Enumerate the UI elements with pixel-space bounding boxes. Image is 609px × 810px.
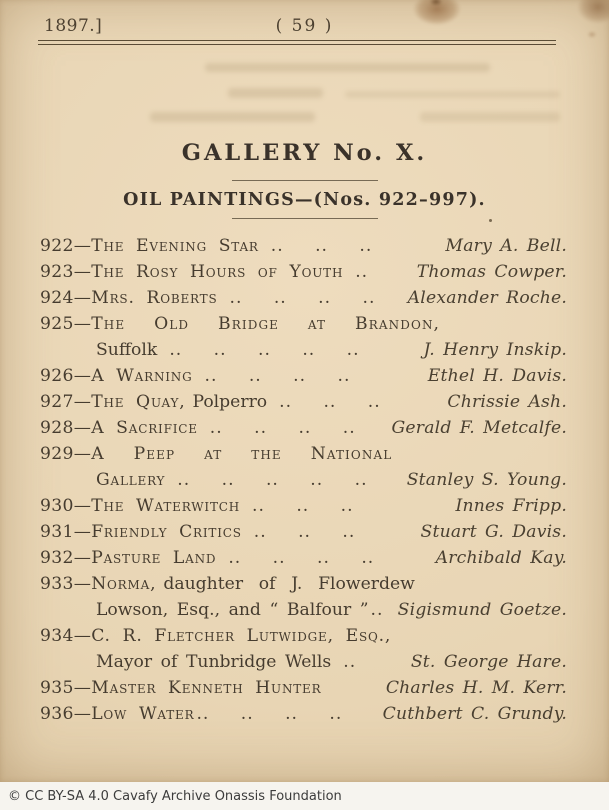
dot-leader: .. .. .. .. xyxy=(209,418,356,438)
entry-number: 928— xyxy=(40,418,92,438)
year-label: 1897.] xyxy=(44,16,103,36)
entry-title-continued: Lowson, Esq., and “ Balfour ” xyxy=(96,600,369,620)
entry-title-continued: Suffolk xyxy=(96,340,158,360)
dot-leader: .. xyxy=(355,262,369,282)
entry-number: 931— xyxy=(40,522,92,542)
double-rule xyxy=(38,40,556,45)
entry-title-continued: Gallery xyxy=(96,470,166,490)
artist-name: Charles H. M. Kerr. xyxy=(385,678,567,698)
entry-number: 934— xyxy=(40,626,92,646)
entry-929-line-1 xyxy=(0,441,609,467)
ink-speck xyxy=(489,219,492,222)
entry-number: 925— xyxy=(40,314,92,334)
entry-title: A Warning xyxy=(91,366,193,386)
dot-leader: .. .. .. xyxy=(252,496,354,516)
entry-number: 926— xyxy=(40,366,92,386)
entry-936 xyxy=(0,701,609,727)
dot-leader: .. .. .. xyxy=(253,522,356,542)
dot-leader: .. .. .. .. xyxy=(229,288,376,308)
section-subtitle: OIL PAINTINGS—(Nos. 922–997). xyxy=(123,190,486,210)
artist-name: Mary A. Bell. xyxy=(445,236,567,256)
entry-title: The Quay, xyxy=(91,392,186,412)
entry-title: Friendly Critics xyxy=(91,522,242,542)
artist-name: Stanley S. Young. xyxy=(406,470,567,490)
entry-number: 927— xyxy=(40,392,92,412)
entry-933-line-2 xyxy=(0,597,609,623)
entry-title: Pasture Land xyxy=(91,548,217,568)
entry-933-line-1 xyxy=(0,571,609,597)
entry-931 xyxy=(0,519,609,545)
artist-name: Chrissie Ash. xyxy=(447,392,567,412)
entry-title: Mrs. Roberts xyxy=(91,288,218,308)
entry-924 xyxy=(0,285,609,311)
artist-name: Alexander Roche. xyxy=(407,288,567,308)
entry-title: Master Kenneth Hunter xyxy=(91,678,322,698)
entry-title: The Waterwitch xyxy=(91,496,240,516)
entry-number: 935— xyxy=(40,678,92,698)
entry-934-line-2 xyxy=(0,649,609,675)
dot-leader: .. xyxy=(370,600,384,620)
artist-name: St. George Hare. xyxy=(410,652,567,672)
dot-leader: .. .. .. .. xyxy=(228,548,375,568)
entry-number: 933— xyxy=(40,574,92,594)
entry-934-line-1 xyxy=(0,623,609,649)
entry-title: A Sacrifice xyxy=(91,418,198,438)
entry-930 xyxy=(0,493,609,519)
entry-number: 932— xyxy=(40,548,92,568)
entry-932 xyxy=(0,545,609,571)
artist-name: Gerald F. Metcalfe. xyxy=(391,418,567,438)
artist-name: Sigismund Goetze. xyxy=(397,600,567,620)
bleed-through-ghost xyxy=(345,91,560,98)
entry-923 xyxy=(0,259,609,285)
entry-926 xyxy=(0,363,609,389)
paper-stain xyxy=(428,0,444,7)
entry-number: 923— xyxy=(40,262,92,282)
page-number: ( 59 ) xyxy=(275,16,334,36)
entry-title: The Old Bridge at Brandon, xyxy=(91,314,441,334)
artist-name: J. Henry Inskip. xyxy=(423,340,567,360)
entry-title-plain: daughter of J. Flowerdew xyxy=(163,574,415,594)
entry-935 xyxy=(0,675,609,701)
subtitle-rule xyxy=(232,218,378,219)
artist-name: Innes Fripp. xyxy=(455,496,567,516)
entry-922 xyxy=(0,233,609,259)
title-rule xyxy=(232,180,378,181)
entry-number: 929— xyxy=(40,444,92,464)
entry-title-continued: Mayor of Tunbridge Wells xyxy=(96,652,332,672)
artist-name: Archibald Kay. xyxy=(435,548,567,568)
artist-name: Thomas Cowper. xyxy=(416,262,567,282)
entry-title: C. R. Fletcher Lutwidge, Esq., xyxy=(91,626,392,646)
dot-leader: .. .. .. .. .. xyxy=(169,340,360,360)
dot-leader: .. xyxy=(343,652,357,672)
entry-title: The Rosy Hours of Youth xyxy=(91,262,344,282)
entry-927 xyxy=(0,389,609,415)
bleed-through-ghost xyxy=(150,112,315,122)
dot-leader: .. .. .. xyxy=(279,392,381,412)
artist-name: Ethel H. Davis. xyxy=(427,366,567,386)
entry-928 xyxy=(0,415,609,441)
dot-leader: .. .. .. .. .. xyxy=(177,470,368,490)
entry-929-line-2 xyxy=(0,467,609,493)
entry-number: 922— xyxy=(40,236,92,256)
artist-name: Stuart G. Davis. xyxy=(420,522,567,542)
dot-leader: .. .. .. .. xyxy=(204,366,351,386)
entry-title: The Evening Star xyxy=(91,236,259,256)
dot-leader: .. .. .. xyxy=(270,236,373,256)
catalog-list xyxy=(0,233,609,727)
entry-number: 936— xyxy=(40,704,92,724)
license-text: © CC BY-SA 4.0 Cavafy Archive Onassis Foundation xyxy=(8,788,342,804)
entry-title-plain: Polperro xyxy=(192,392,268,412)
entry-title: Low Water xyxy=(91,704,195,724)
entry-925-line-1 xyxy=(0,311,609,337)
gallery-title: GALLERY No. X. xyxy=(181,140,428,166)
artist-name: Cuthbert C. Grundy. xyxy=(382,704,567,724)
entry-number: 924— xyxy=(40,288,92,308)
bleed-through-ghost xyxy=(205,63,490,72)
entry-925-line-2 xyxy=(0,337,609,363)
entry-number: 930— xyxy=(40,496,92,516)
dot-leader: .. .. .. .. xyxy=(196,704,343,724)
bleed-through-ghost xyxy=(228,88,323,98)
entry-title: Norma, xyxy=(91,574,157,594)
entry-title: A Peep at the National xyxy=(91,444,393,464)
license-bar xyxy=(0,782,609,810)
bleed-through-ghost xyxy=(420,112,560,122)
